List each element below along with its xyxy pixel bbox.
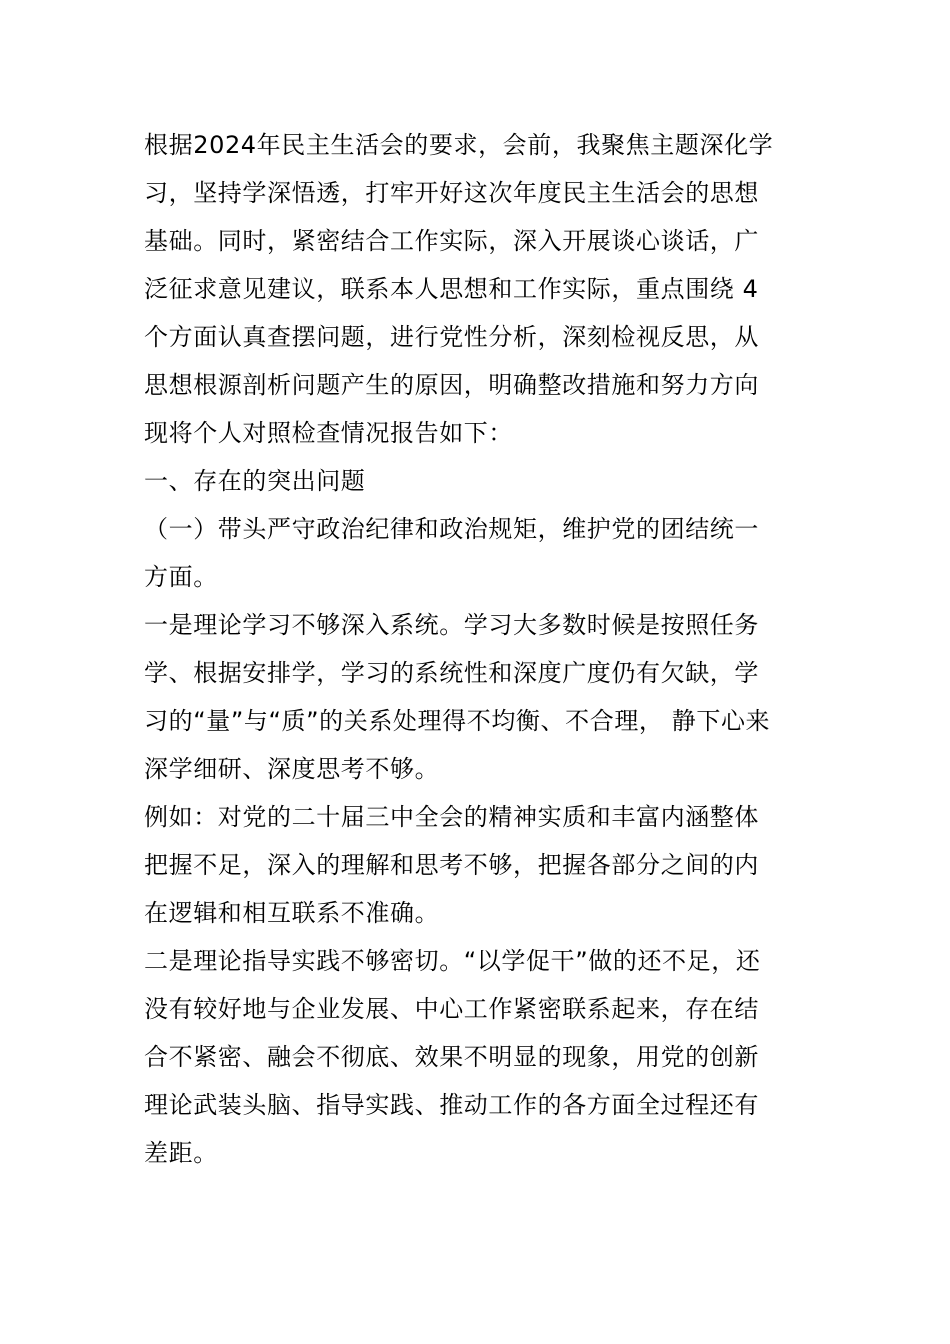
paragraph-line: 没有较好地与企业发展、中心工作紧密联系起来，存在结 (144, 995, 759, 1023)
paragraph-line: 个方面认真查摆问题，进行党性分析，深刻检视反思，从 (144, 323, 759, 351)
paragraph-line: 基础。同时，紧密结合工作实际，深入开展谈心谈话，广 (144, 227, 759, 255)
paragraph-line: 理论武装头脑、指导实践、推动工作的各方面全过程还有 (144, 1091, 759, 1119)
section-heading: 一、存在的突出问题 (144, 467, 366, 495)
paragraph-line: 把握不足，深入的理解和思考不够，把握各部分之间的内 (144, 851, 759, 879)
paragraph-line: 深学细研、深度思考不够。 (144, 755, 440, 783)
paragraph-line: 泛征求意见建议，联系本人思想和工作实际，重点围绕 4 (144, 275, 759, 303)
paragraph-line: 合不紧密、融会不彻底、效果不明显的现象，用党的创新 (144, 1043, 759, 1071)
paragraph-line: 思想根源剖析问题产生的原因，明确整改措施和努力方向 (144, 371, 759, 399)
paragraph-line: 习的“量”与“质”的关系处理得不均衡、不合理， 静下心来 (144, 707, 771, 735)
paragraph-line: 根据2024年民主生活会的要求，会前，我聚焦主题深化学 (144, 131, 774, 159)
paragraph-line: 一是理论学习不够深入系统。学习大多数时候是按照任务 (144, 611, 759, 639)
paragraph-line: 习，坚持学深悟透，打牢开好这次年度民主生活会的思想 (144, 179, 759, 207)
paragraph-line: 例如：对党的二十届三中全会的精神实质和丰富内涵整体 (144, 803, 759, 831)
subsection-heading: （一）带头严守政治纪律和政治规矩，维护党的团结统一 (144, 515, 759, 543)
subsection-heading: 方面。 (144, 563, 218, 591)
paragraph-line: 现将个人对照检查情况报告如下： (144, 419, 513, 447)
paragraph-line: 在逻辑和相互联系不准确。 (144, 899, 440, 927)
paragraph-line: 学、根据安排学，学习的系统性和深度广度仍有欠缺，学 (144, 659, 759, 687)
paragraph-line: 差距。 (144, 1139, 218, 1167)
paragraph-line: 二是理论指导实践不够密切。“以学促干”做的还不足，还 (144, 947, 761, 975)
document-body (144, 121, 812, 1177)
